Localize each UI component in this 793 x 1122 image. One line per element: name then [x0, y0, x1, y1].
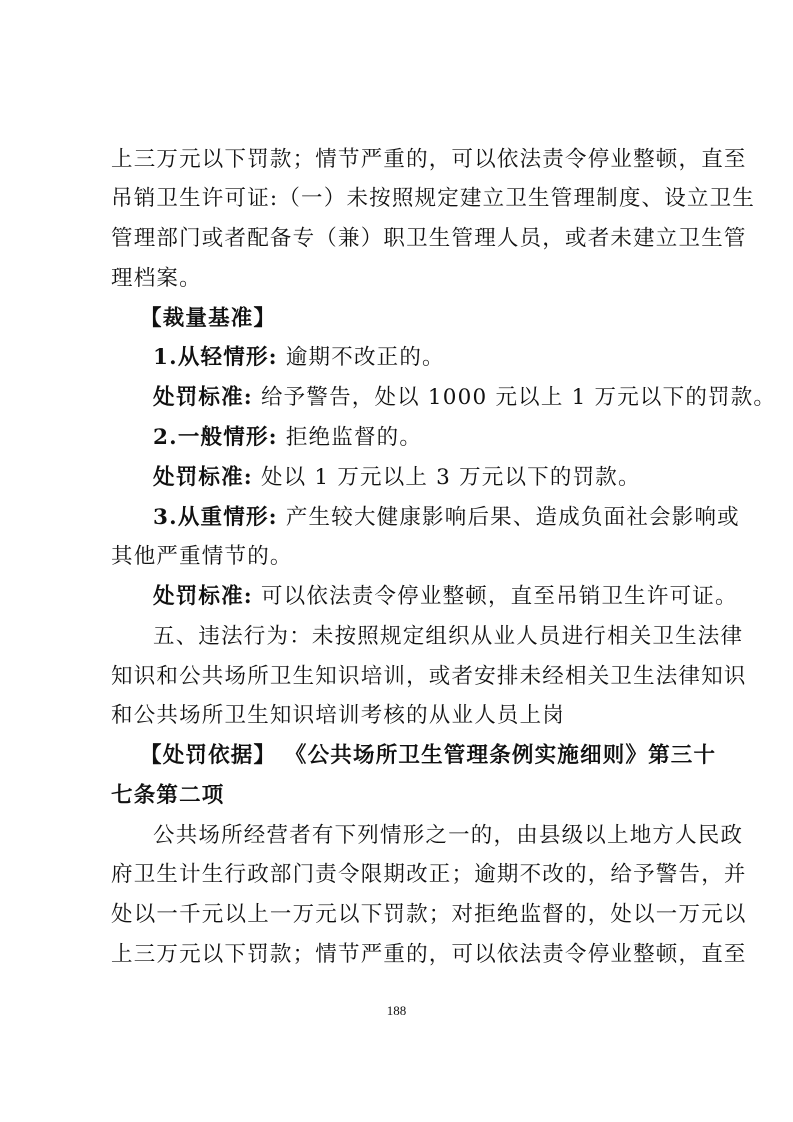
- case-text: 产生较大健康影响后果、造成负面社会影响或: [285, 505, 740, 530]
- penalty-label: 处罚标准:: [153, 584, 253, 609]
- text-line: 七条第二项: [111, 783, 225, 808]
- text-line: 和公共场所卫生知识培训考核的从业人员上岗: [111, 703, 566, 728]
- basis-line: [140, 738, 717, 774]
- text-line: 上三万元以下罚款；情节严重的，可以依法责令停业整顿，直至: [111, 942, 747, 967]
- case-text: 逾期不改正的。: [285, 345, 445, 370]
- penalty-text: 处以 1 万元以上 3 万元以下的罚款。: [260, 465, 641, 490]
- general-penalty-line: [153, 460, 691, 496]
- case-text: 拒绝监督的。: [285, 425, 423, 450]
- penalty-label: 处罚标准:: [153, 465, 253, 490]
- page-number: 188: [386, 1003, 407, 1018]
- text-line: 知识和公共场所卫生知识培训，或者安排未经相关卫生法律知识: [111, 664, 747, 689]
- case-label: 3.从重情形:: [153, 505, 278, 530]
- text-line: 其他严重情节的。: [111, 544, 293, 569]
- text-line: 上三万元以下罚款；情节严重的，可以依法责令停业整顿，直至: [111, 147, 747, 172]
- text-line: 理档案。: [111, 266, 202, 291]
- penalty-label: 处罚标准:: [153, 385, 253, 410]
- general-case-line: [153, 420, 691, 456]
- penalty-text: 可以依法责令停业整顿，直至吊销卫生许可证。: [260, 584, 738, 609]
- text-line: 处以一千元以上一万元以下罚款；对拒绝监督的，处以一万元以: [111, 902, 747, 927]
- text-line: 公共场所经营者有下列情形之一的，由县级以上地方人民政: [153, 823, 744, 848]
- text-line: 管理部门或者配备专（兼）职卫生管理人员，或者未建立卫生管: [111, 226, 747, 251]
- heavy-penalty-line: [153, 579, 738, 615]
- case-label: 1.从轻情形:: [153, 345, 278, 370]
- text-line: 府卫生计生行政部门责令限期改正；逾期不改的，给予警告，并: [111, 862, 747, 887]
- penalty-text: 给予警告，处以 1000 元以上 1 万元以下的罚款。: [260, 385, 777, 410]
- section-heading: 【裁量基准】: [140, 306, 277, 331]
- light-case-line: [153, 340, 691, 376]
- text-line: 五、违法行为：未按照规定组织从业人员进行相关卫生法律: [153, 624, 744, 649]
- basis-label: 【处罚依据】: [140, 743, 277, 768]
- light-penalty-line: [153, 380, 777, 416]
- basis-text: 《公共场所卫生管理条例实施细则》第三十: [284, 743, 717, 768]
- case-label: 2.一般情形:: [153, 425, 278, 450]
- heavy-case-line: [153, 500, 740, 536]
- text-line: 吊销卫生许可证:（一）未按照规定建立卫生管理制度、设立卫生: [111, 186, 756, 211]
